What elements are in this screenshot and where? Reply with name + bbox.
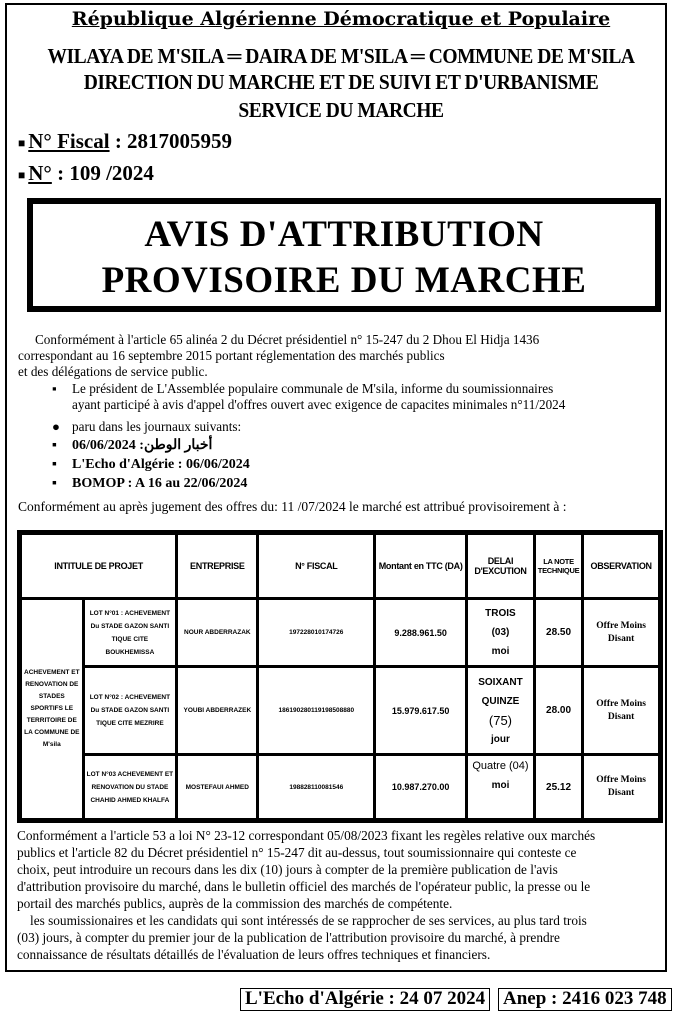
delay-number: (75) xyxy=(488,712,513,728)
entreprise-cell: YOUBI ABDERRAZEK xyxy=(177,667,258,755)
journal-date: : 06/06/2024 xyxy=(174,457,250,472)
number-label: N° xyxy=(28,161,52,185)
number-value: : 109 /2024 xyxy=(57,161,154,185)
journal-item xyxy=(52,438,212,454)
header-observation: OBSERVATION xyxy=(583,533,661,599)
journal-date: : A 16 au 22/06/2024 xyxy=(124,476,248,491)
square-bullet-icon: ■ xyxy=(18,167,26,182)
project-cell: ACHEVEMENT ET RENOVATION DE STADES SPORTIFS LE TERRITOIRE DE LA COMMUNE DE M'sila xyxy=(20,599,84,821)
round-bullet-icon: ● xyxy=(52,419,60,434)
table-row xyxy=(20,755,661,821)
table-row xyxy=(20,667,661,755)
note-cell: 28.50 xyxy=(534,599,582,667)
lot-cell: LOT N°03 ACHEVEMENT ET RENOVATION DU STADE CHAHID AHMED KHALFA xyxy=(83,755,177,821)
fiscal-label: N° Fiscal xyxy=(28,129,110,153)
fiscal-cell: 198828110081546 xyxy=(258,755,375,821)
table-row xyxy=(20,599,661,667)
delay-cell xyxy=(467,599,535,667)
anep-box: Anep : 2416 023 748 xyxy=(498,988,672,1011)
delay-cell xyxy=(467,755,535,821)
dash-bullet-icon: ▪ xyxy=(52,476,57,491)
dash-bullet-icon: ▪ xyxy=(52,381,57,396)
president-item xyxy=(52,381,553,397)
table-header-row xyxy=(20,533,661,599)
delay-word: QUINZE xyxy=(481,695,520,707)
delay-unit: jour xyxy=(491,733,510,745)
amount-cell: 10.987.270.00 xyxy=(375,755,467,821)
header-delay: DELAI D'EXCUTION xyxy=(467,533,535,599)
legal-p1-line-1: Conformément a l'article 53 a loi N° 23-12 correspondant 05/08/2023 fixant les regèles relative oux marchés xyxy=(17,828,596,843)
lot-cell: LOT N°02 : ACHEVEMENT Du STADE GAZON SANTI TIQUE CITE MEZRIRE xyxy=(83,667,177,755)
president-line-1: Le président de L'Assemblée populaire communale de M'sila, informe du soumissionnaires xyxy=(72,381,554,396)
title-box xyxy=(27,198,661,312)
delay-unit: moi xyxy=(491,646,510,657)
header-amount: Montant en TTC (DA) xyxy=(375,533,467,599)
journal-date: : 06/06/2024 xyxy=(72,438,144,453)
republic-heading xyxy=(0,8,682,30)
reference-number xyxy=(18,161,154,186)
header-fiscal: N° FISCAL xyxy=(258,533,375,599)
header-project: INTITULE DE PROJET xyxy=(20,533,177,599)
legal-p2-line-2: (03) jours, à compter du premier jour de la publication de l'attribution provisoire du marché, à prendre xyxy=(17,930,560,945)
observation-cell: Offre Moins Disant xyxy=(583,667,661,755)
note-cell: 28.00 xyxy=(534,667,582,755)
intro-line-3: et des délégations de service public. xyxy=(18,364,208,379)
observation-cell: Offre Moins Disant xyxy=(583,755,661,821)
journal-item xyxy=(52,457,250,473)
header-note: LA NOTE TECHNIQUE xyxy=(534,533,582,599)
intro-line-2: correspondant au 16 septembre 2015 portant réglementation des marchés publics xyxy=(18,348,445,363)
republic-text: République Algérienne Démocratique et Populaire xyxy=(71,8,611,30)
publication-box: L'Echo d'Algérie : 24 07 2024 xyxy=(240,988,490,1011)
journal-name: BOMOP xyxy=(72,476,125,491)
journal-name: L'Echo d'Algérie xyxy=(72,457,175,472)
legal-p1-line-2: publics et l'article 82 du Décret présidentiel n° 15-247 dit au-dessus, tout soumissionnaire qui conteste ce xyxy=(17,845,577,860)
legal-p2-line-3: connaissance de résultats détaillés de l'évaluation de leurs offres techniques et financiers. xyxy=(17,947,491,962)
legal-p1-line-5: portail des marchés publics, auprès de la commission des marchés de compétente. xyxy=(17,896,453,911)
judgement-line: Conformément au après jugement des offres du: 11 /07/2024 le marché est attribué provisoirement à : xyxy=(18,499,567,514)
delay-cell xyxy=(467,667,535,755)
direction-line: DIRECTION DU MARCHE ET DE SUIVI ET D'URBANISME xyxy=(83,70,599,94)
journal-name: أخبار الوطن xyxy=(143,438,213,453)
legal-p1-line-3: choix, peut introduire un recours dans les dix (10) jours à compter de la première publication de l'avis xyxy=(17,862,558,877)
lot-cell: LOT N°01 : ACHEVEMENT Du STADE GAZON SANTI TIQUE CITE BOUKHEMISSA xyxy=(83,599,177,667)
square-bullet-icon: ■ xyxy=(18,135,26,150)
delay-unit: moi xyxy=(491,780,510,791)
delay-word: Quatre (04) xyxy=(472,760,529,772)
entreprise-cell: MOSTEFAUI AHMED xyxy=(177,755,258,821)
legal-p2-line-1: les soumissionaires et les candidats qui sont intéressés de se rapprocher de ses services, au plus tard trois xyxy=(30,913,587,928)
entreprise-cell: NOUR ABDERRAZAK xyxy=(177,599,258,667)
note-cell: 25.12 xyxy=(534,755,582,821)
president-line-2: ayant participé à avis d'appel d'offres ouvert avec exigence de capacites minimales n°11/2024 xyxy=(72,397,566,412)
title-line-2: PROVISOIRE DU MARCHE xyxy=(101,260,587,301)
journal-item xyxy=(52,476,247,492)
service-line: SERVICE DU MARCHE xyxy=(238,98,444,122)
header-entreprise: ENTREPRISE xyxy=(177,533,258,599)
fiscal-number xyxy=(18,129,232,154)
amount-cell: 9.288.961.50 xyxy=(375,599,467,667)
fiscal-cell: 186190280119198508880 xyxy=(258,667,375,755)
fiscal-cell: 197228010174726 xyxy=(258,599,375,667)
delay-word: TROIS xyxy=(485,608,516,619)
intro-line-1: Conformément à l'article 65 alinéa 2 du Décret présidentiel n° 15-247 du 2 Dhou El Hidja 1436 xyxy=(35,332,540,347)
dash-bullet-icon: ▪ xyxy=(52,457,57,472)
journals-intro-text: paru dans les journaux suivants: xyxy=(72,419,242,434)
attribution-table xyxy=(17,530,663,823)
title-line-1: AVIS D'ATTRIBUTION xyxy=(144,214,544,255)
delay-word: SOIXANT xyxy=(478,676,523,688)
fiscal-value: : 2817005959 xyxy=(114,129,233,153)
journals-intro xyxy=(52,419,241,435)
legal-p1-line-4: d'attribution provisoire du marché, dans le bulletin officiel des marchés de l'opérateur public, la presse ou le xyxy=(17,879,591,894)
amount-cell: 15.979.617.50 xyxy=(375,667,467,755)
dash-bullet-icon: ▪ xyxy=(52,438,57,453)
delay-number: (03) xyxy=(491,627,510,638)
wilaya-line: WILAYA DE M'SILA ═ DAIRA DE M'SILA ═ COMMUNE DE M'SILA xyxy=(47,44,635,68)
observation-cell: Offre Moins Disant xyxy=(583,599,661,667)
